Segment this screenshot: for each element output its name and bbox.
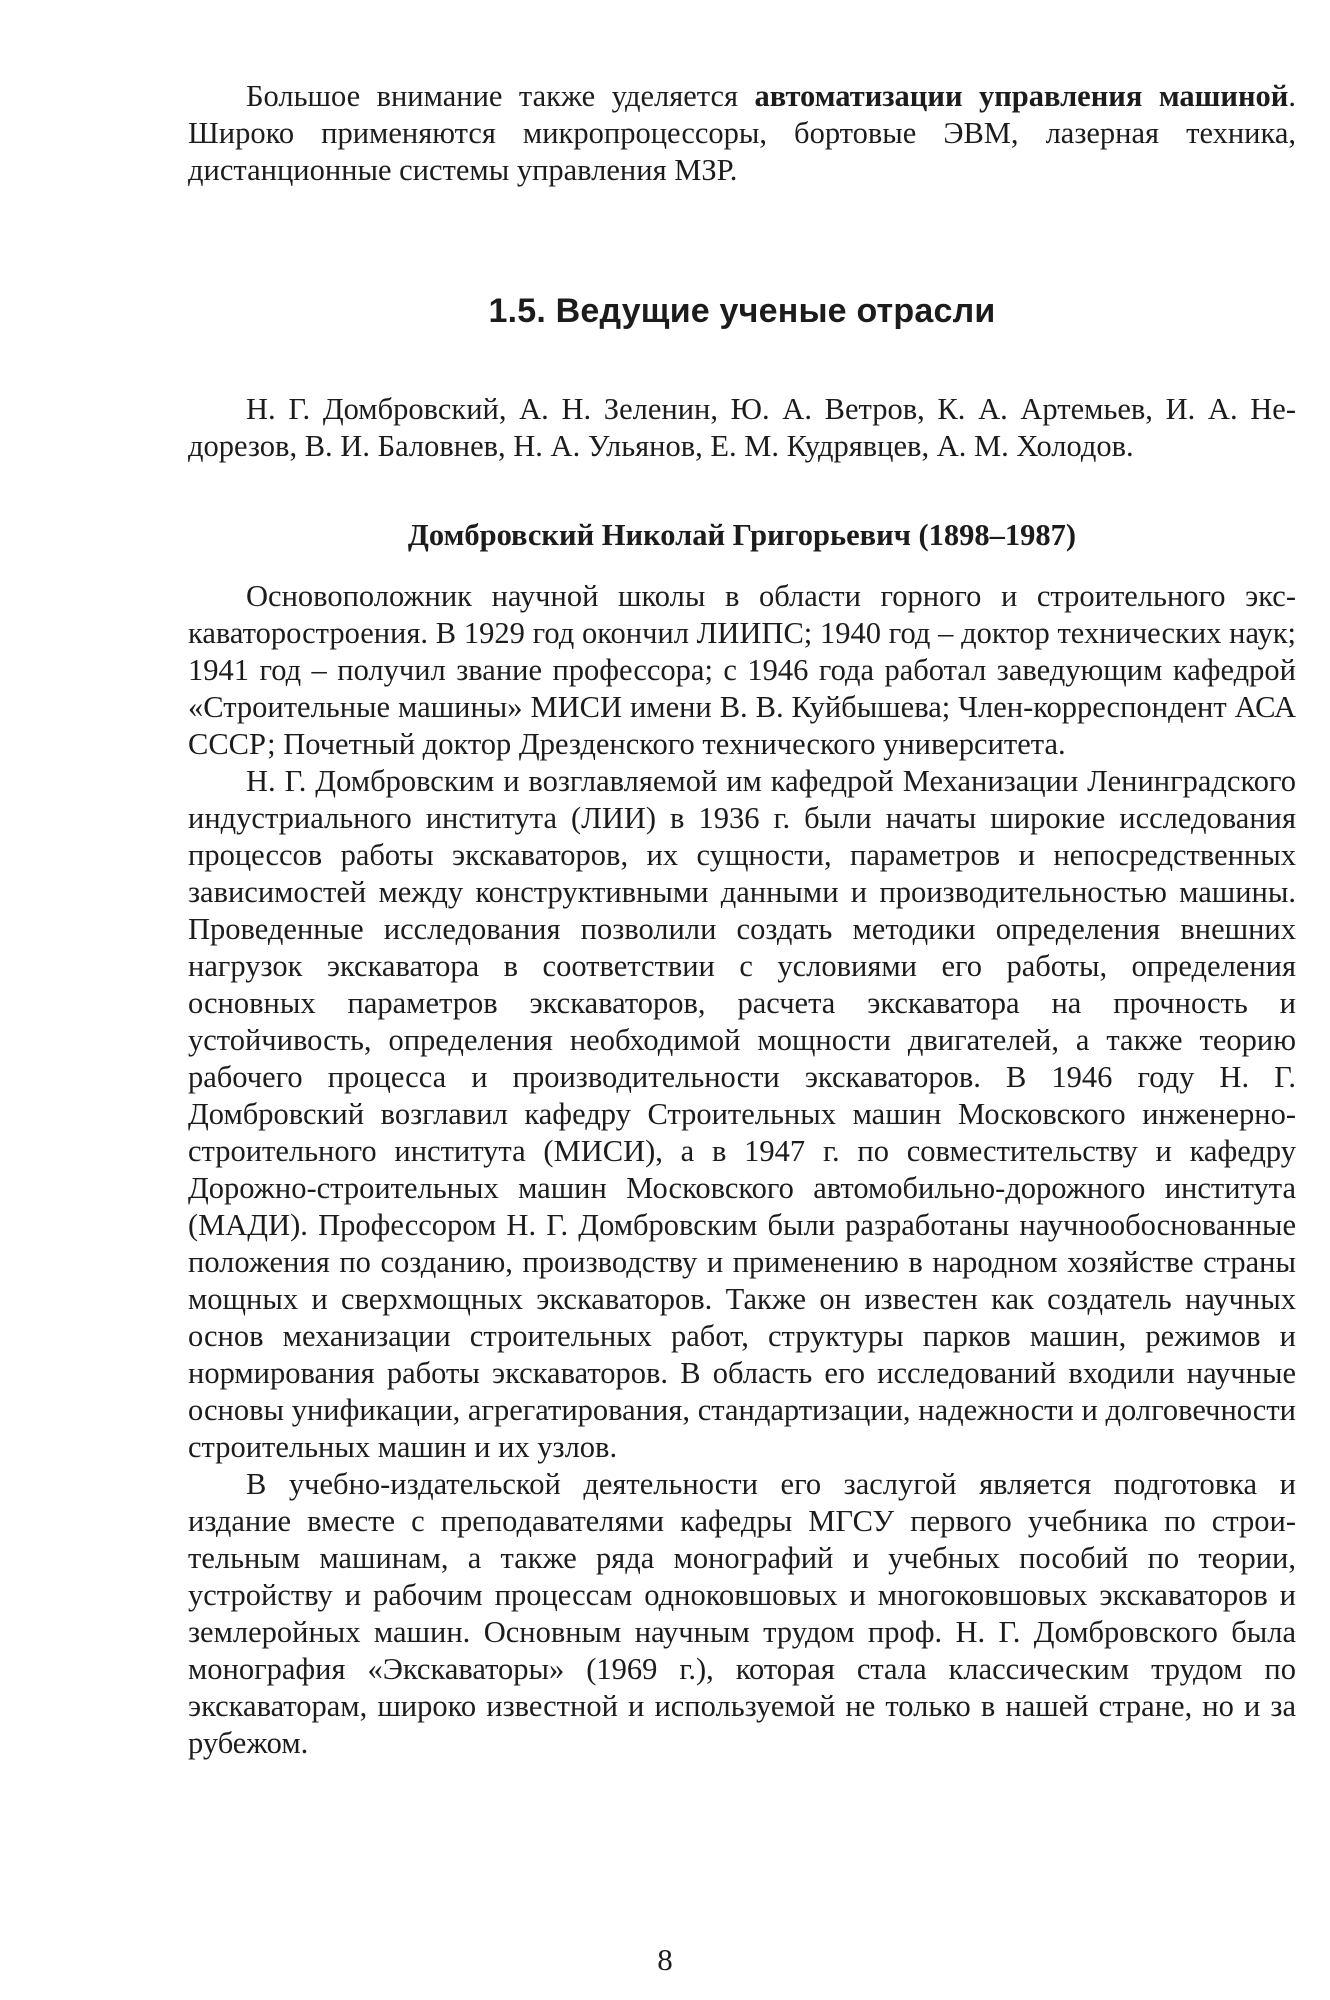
bio-paragraph: В учебно-издательской деятельности его заслугой является подготовка и издание вместе с преподавателями кафедры МГСУ первого учебника по строительным машинам, а также ряда монографий и учебных пособий по теории, устройству и рабочим процессам одноковшовых и многоковшовых экскаваторов и землеройных машин. Основным научным трудом проф. Н. Г. Домбровского была монография «Экскаваторы» (1969 г.), которая стала классическим трудом по экскаваторам, широко известной и используемой не только в нашей стране, но и за рубежом. [188,1467,1296,1760]
bio-paragraph: Н. Г. Домбровским и возглавляемой им кафедрой Механизации Ленинградского индустриального института (ЛИИ) в 1936 г. были начаты широкие исследования процессов работы экскаваторов, их сущности, параметров и непосредственных зависимостей между конструктивными данными и производительностью машины. Проведенные исследования позволили создать методики определения внешних нагрузок экскаватора в соответствии с условиями его работы, определения основных параметров экскаваторов, расчета экскаватора на прочность и устойчивость, определения необходимой мощности двигателей, а также теорию рабочего процесса и производительности экскаваторов. В 1946 году Н. Г. Домбровский возглавил кафедру Строительных машин Московского инженерно-строительного института (МИСИ), а в 1947 г. по совместительству и кафедру Дорожно-строительных машин Московского автомобильно-дорожного института (МАДИ). Профессором Н. Г. Домбровским были разработаны научнообоснованные положения по созданию, производству и применению в народном хозяйстве страны мощных и сверхмощных экскаваторов. Также он известен как создатель научных основ механизации строительных работ, структуры парков машин, режимов и нормирования работы экскаваторов. В область его исследований входили научные основы унификации, агрегатирования, стандартизации, надежности и долговечности строительных машин и их узлов. [188,764,1296,1464]
scientists-list: Н. Г. Домбровский, А. Н. Зеленин, Ю. А. Ветров, К. А. Артемьев, И. А. Недорезов, В. И. Баловнев, Н. А. Ульянов, Е. М. Кудрявцев, А. М. Холодов. [188,392,1296,463]
page-number: 8 [657,1942,673,1977]
intro-bold-phrase: автоматизации управления машиной [754,79,1289,113]
section-title: 1.5. Ведущие ученые отрасли [488,292,996,330]
bio-paragraph: Основоположник научной школы в области горного и строительного экскаваторостроения. В 1929 год окончил ЛИИПС; 1940 год – доктор технических наук; 1941 год – получил звание профессора; с 1946 года работал заведующим кафедрой «Строительные машины» МИСИ имени В. В. Куйбышева; Член-корреспондент АСА СССР; Почетный доктор Дрезденского технического университета. [188,579,1296,761]
bio-heading: Домбровский Николай Григорьевич (1898–1987) [407,518,1077,552]
intro-text-end: . Широко применяются микропроцессоры, бортовые ЭВМ, лазерная техника, дистанционные системы управления МЗР. [188,79,1296,187]
page-text [188,78,1296,1762]
intro-paragraph [188,78,1296,189]
intro-text-start: Большое внимание также уделяется [246,79,755,113]
